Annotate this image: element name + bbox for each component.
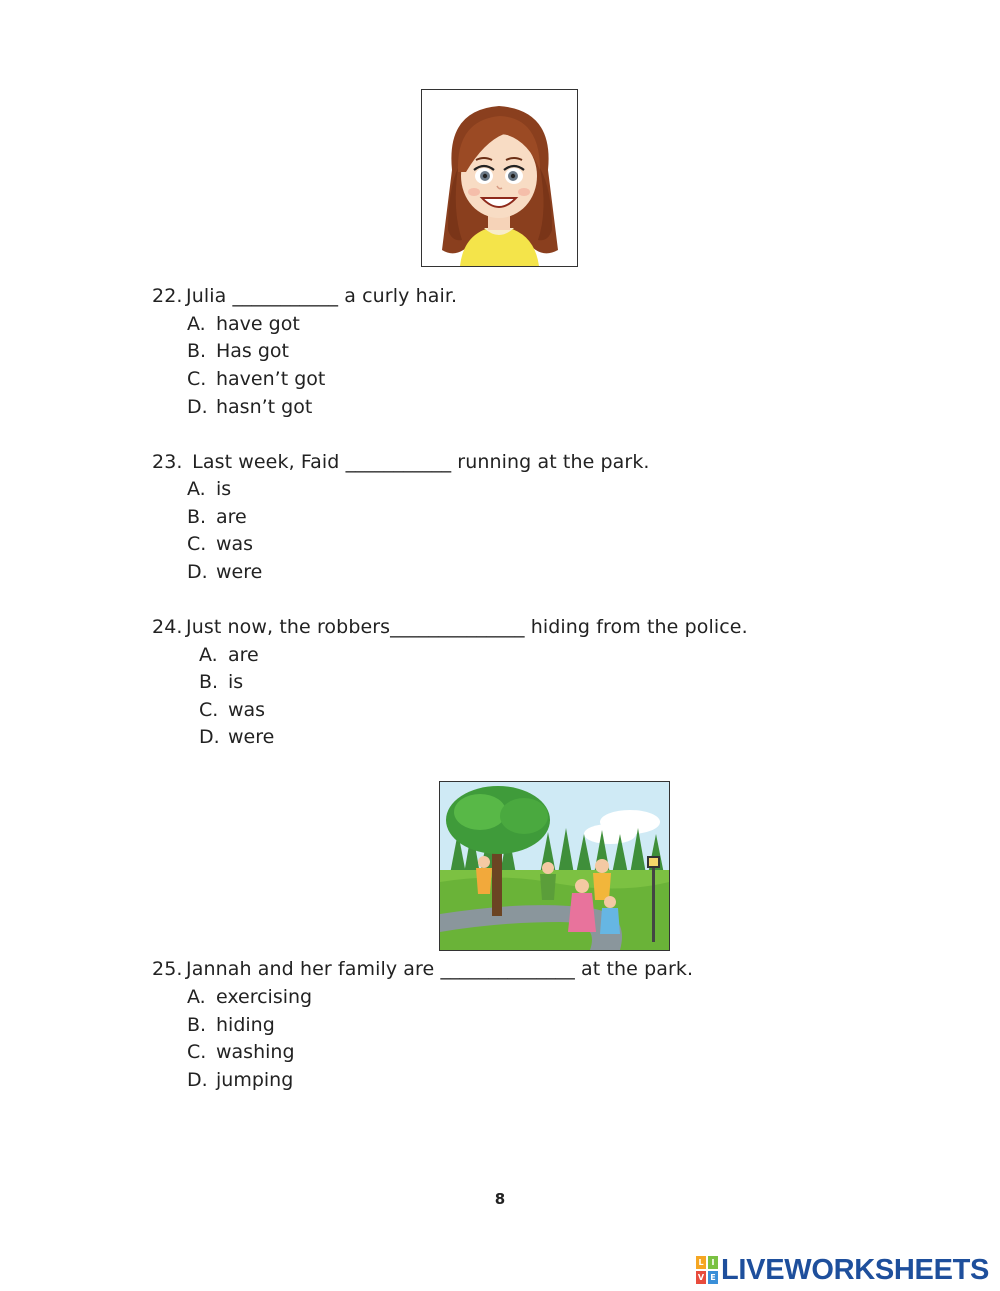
option-text: washing [216, 1041, 295, 1063]
logo-block: L [696, 1256, 706, 1269]
option-letter: D. [187, 561, 208, 583]
option-text: was [216, 533, 254, 555]
logo-block: E [708, 1271, 718, 1284]
option-letter: D. [199, 726, 220, 748]
option-text: are [216, 506, 247, 528]
option-letter: A. [187, 313, 206, 335]
option-24-a[interactable] [199, 641, 259, 669]
question-24 [152, 613, 748, 641]
option-25-d[interactable] [187, 1066, 293, 1094]
question-number: 22. [152, 285, 183, 307]
option-letter: B. [187, 340, 207, 362]
logo-block: V [697, 1273, 705, 1282]
question-number: 24. [152, 616, 183, 638]
page-number: 8 [494, 1190, 506, 1208]
option-text: was [228, 699, 266, 721]
option-text: is [228, 671, 244, 693]
option-text: is [216, 478, 232, 500]
option-text: are [228, 644, 259, 666]
logo-block: I [708, 1256, 718, 1269]
option-24-d[interactable] [199, 723, 274, 751]
option-letter: B. [187, 506, 207, 528]
option-23-d[interactable] [187, 558, 262, 586]
question-23 [152, 448, 650, 476]
option-letter: C. [187, 533, 207, 555]
option-23-a[interactable] [187, 475, 231, 503]
option-letter: C. [199, 699, 219, 721]
option-letter: B. [187, 1014, 207, 1036]
option-23-c[interactable] [187, 530, 253, 558]
option-text: were [216, 561, 263, 583]
option-23-b[interactable] [187, 503, 247, 531]
question-number: 25. [152, 958, 183, 980]
logo-icon [696, 1256, 718, 1284]
park-illustration [439, 781, 670, 951]
option-24-c[interactable] [199, 696, 265, 724]
option-letter: A. [187, 986, 206, 1008]
question-text: Just now, the robbers______________ hiding from the police. [186, 616, 748, 638]
option-letter: A. [199, 644, 218, 666]
option-25-a[interactable] [187, 983, 312, 1011]
option-text: have got [216, 313, 300, 335]
option-letter: D. [187, 396, 208, 418]
option-25-b[interactable] [187, 1011, 275, 1039]
option-text: exercising [216, 986, 313, 1008]
option-22-d[interactable] [187, 393, 312, 421]
question-text: Jannah and her family are ______________ at the park. [186, 958, 694, 980]
option-letter: D. [187, 1069, 208, 1091]
girl-illustration [421, 89, 578, 267]
option-letter: C. [187, 1041, 207, 1063]
option-22-b[interactable] [187, 337, 289, 365]
option-text: hasn’t got [216, 396, 313, 418]
option-text: haven’t got [216, 368, 326, 390]
option-letter: B. [199, 671, 219, 693]
question-22 [152, 282, 457, 310]
option-25-c[interactable] [187, 1038, 295, 1066]
option-text: Has got [216, 340, 290, 362]
option-22-c[interactable] [187, 365, 325, 393]
question-number: 23. [152, 451, 183, 473]
option-22-a[interactable] [187, 310, 300, 338]
option-text: jumping [216, 1069, 294, 1091]
question-25 [152, 955, 693, 983]
option-letter: A. [187, 478, 206, 500]
option-text: hiding [216, 1014, 275, 1036]
question-text: Julia ___________ a curly hair. [186, 285, 458, 307]
question-text: Last week, Faid ___________ running at the park. [186, 451, 650, 473]
option-letter: C. [187, 368, 207, 390]
option-text: were [228, 726, 275, 748]
option-24-b[interactable] [199, 668, 243, 696]
liveworksheets-logo[interactable] [696, 1253, 990, 1286]
logo-wordmark: LIVEWORKSHEETS [721, 1253, 990, 1286]
